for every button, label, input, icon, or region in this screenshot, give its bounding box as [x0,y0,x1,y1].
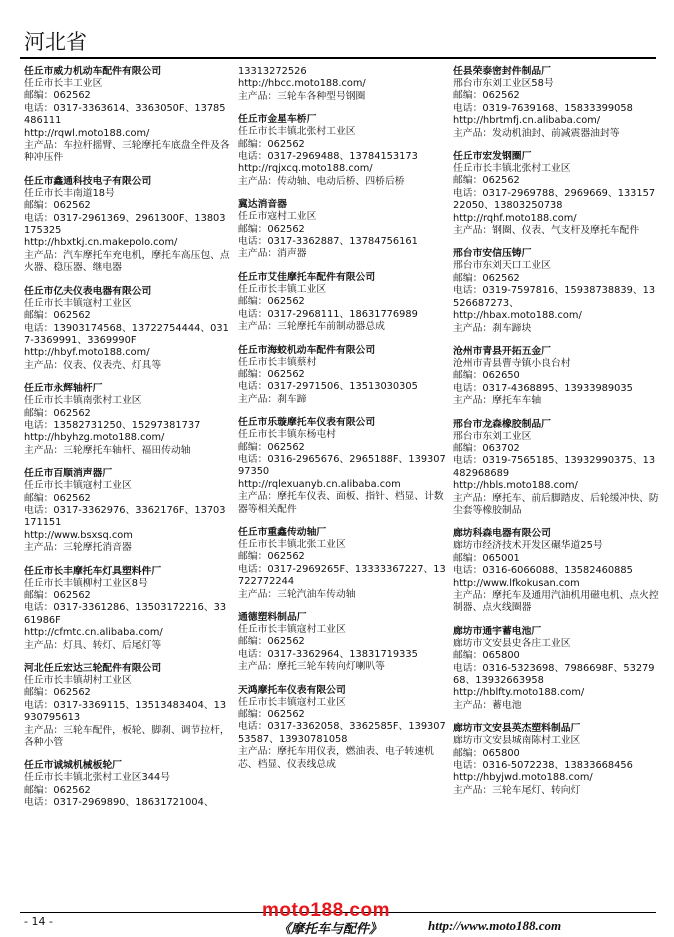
company-detail: 任丘市长丰镇工业区 [238,283,327,295]
page-title: 河北省 [24,30,87,54]
company-detail: 邮编：062562 [24,200,91,212]
company-detail: 主产品：摩托车、前后脚踏皮、后轮缓冲快、防尘套等橡胶制品 [453,492,659,516]
company-detail: 邮编：065800 [453,650,520,662]
company-detail: 电话：0319-7597816、15938738839、13526687273、 [453,285,656,309]
company-detail: 电话：0317-2961369、2961300F、13803175325 [24,212,226,237]
company-detail: 邮编：062562 [24,687,91,699]
column-2 [238,66,446,782]
company-name: 任县荣泰密封件制品厂 [453,66,551,77]
company-entry [453,528,659,614]
company-detail: 主产品：仪表、仪表壳、灯具等 [24,359,162,371]
company-detail: 主产品：摩托车及通用汽油机用磁电机、点火控制器、点火线圈器 [453,590,659,614]
company-name: 任丘市诚城机械板轮厂 [24,760,122,772]
company-detail: 电话：0317-3362976、3362176F、13703171151 [24,504,226,529]
company-name: 天鸿摩托车仪表有限公司 [238,684,346,696]
company-detail: 邮编：062562 [238,636,305,648]
company-detail: 廊坊市经济技术开发区碾华道25号 [453,540,603,552]
company-url[interactable]: http://rqjxcq.moto188.com/ [238,163,373,175]
company-detail: 主产品：摩托车仪表、面板、指针、档显、计数器等相关配件 [238,491,444,515]
footer-url: http://www.moto188.com [428,918,562,933]
company-detail: 电话：0317-2969265F、13333367227、13722772244 [238,563,446,588]
company-url[interactable]: http://www.bsxsq.com [24,529,133,541]
company-detail: 主产品：三轮车配件，板轮、脚刹、调节拉杆，各种小管 [24,724,230,749]
company-detail: 主产品：摩托三轮车转向灯喇叭等 [238,661,385,673]
company-name: 任丘市乐璇摩托车仪表有限公司 [238,417,376,429]
company-detail: 13313272526 [238,66,307,77]
company-detail: 任丘市长丰镇寇村工业区 [238,624,346,635]
company-detail: 主产品：摩托车用仪表，燃油表、电子转速机芯、档显、仪表线总成 [238,746,434,770]
company-detail: 任丘市长丰镇胡村工业区 [24,675,132,687]
company-name: 任丘市长丰摩托车灯具塑料件厂 [24,565,162,577]
company-entry [238,272,446,334]
company-detail: 电话：0319-7565185、13932990375、13482968689 [453,455,656,479]
company-entry [453,66,659,140]
company-detail: 邮编：065001 [453,552,520,564]
company-detail: 邮编：062562 [24,310,91,322]
column-3 [453,66,659,808]
company-name: 冀达消音器 [238,199,287,211]
company-detail: 沧州市青县曹寺镇小良台村 [453,357,571,369]
company-detail: 邮编：062562 [453,90,520,102]
company-entry [24,286,230,372]
company-detail: 电话：0317-3361286、13503172216、3361986F [24,602,227,626]
company-detail: 邮编：062562 [238,709,305,721]
company-detail: 电话：0317-2969890、18631721004、 [24,797,214,809]
company-url[interactable]: http://hbrtmfj.cn.alibaba.com/ [453,115,601,127]
company-detail: 任丘市长丰镇寇村工业区 [24,480,132,492]
title-divider [20,57,656,59]
company-name: 任丘市海蛟机动车配件有限公司 [238,344,376,356]
company-url[interactable]: http://hbyjwd.moto188.com/ [453,772,593,784]
company-name: 任丘市威力机动车配件有限公司 [24,66,162,77]
company-url[interactable]: http://www.lfkokusan.com [453,577,580,589]
company-name: 河北任丘宏达三轮配件有限公司 [24,663,162,675]
company-detail: 任丘市长丰镇东杨屯村 [238,429,336,441]
company-name: 廊坊科森电器有限公司 [453,528,551,540]
company-entry [24,176,230,275]
company-detail: 主产品：三轮车尾灯、转向灯 [453,784,581,796]
company-detail: 主产品：车拉杆摇臂、三轮摩托车底盘全件及各种冲压件 [24,140,230,164]
company-detail: 主产品：三轮车各种型号钢圈 [238,90,366,102]
company-detail: 邮编：062562 [453,175,520,187]
company-url[interactable]: http://rqlexuanyb.cn.alibaba.com [238,478,401,490]
company-detail: 廊坊市文安县史各庄工业区 [453,637,571,649]
company-detail: 任丘市寇村工业区 [238,211,317,223]
company-detail: 电话：0316-5323698、7986698F、5327968、13932663958 [453,662,655,687]
company-entry [238,417,446,516]
company-detail: 主产品：传动轴、电动后桥、四桥后桥 [238,175,405,187]
company-url[interactable]: http://hbyf.moto188.com/ [24,347,150,359]
company-entry [453,151,659,237]
company-detail: 电话：0317-3363614、3363050F、13785486111 [24,102,226,127]
company-url[interactable]: http://cfmtc.cn.alibaba.com/ [24,627,163,639]
company-detail: 邢台市东刘工业区58号 [453,78,554,89]
company-entry [238,199,446,261]
company-url[interactable]: http://hbxtkj.cn.makepolo.com/ [24,237,178,249]
company-name: 任丘市金星车桥厂 [238,114,317,126]
company-detail: 主产品：三轮摩托车前制动器总成 [238,321,385,333]
company-detail: 任丘市长丰镇南张村工业区 [24,395,142,407]
company-detail: 邮编：062562 [238,223,305,235]
company-detail: 任丘市长丰镇北张村工业区 [238,126,356,138]
company-name: 任丘市亿夫仪表电器有限公司 [24,285,152,297]
company-detail: 任丘市长丰南道18号 [24,187,115,199]
company-detail: 电话：0319-7639168、15833399058 [453,102,633,114]
company-detail: 电话：0316-5072238、13833668456 [453,760,633,772]
company-detail: 邮编：062562 [238,296,305,308]
company-detail: 电话：0317-2969488、13784153173 [238,151,418,163]
company-entry [24,760,230,809]
company-name: 沧州市青县开拓五金厂 [453,345,551,357]
company-detail: 电话：0317-2969788、2969669、13315722050、13803250738 [453,187,656,212]
company-detail: 主产品：摩托车车轴 [453,395,542,407]
company-detail: 邢台市东刘天口工业区 [453,260,551,272]
page-number: - 14 - [24,915,53,928]
company-detail: 邢台市东刘工业区 [453,430,532,442]
company-detail: 任丘市长丰镇北张村工业区 [453,163,571,175]
company-url[interactable]: http://hblfty.moto188.com/ [453,687,585,699]
company-entry [24,66,230,165]
company-name: 邢台市安信压铸厂 [453,248,532,260]
company-entry [238,345,446,407]
company-entry [24,663,230,749]
magazine-title: 《摩托车与配件》 [278,921,383,936]
company-detail: 电话：13582731250、15297381737 [24,419,201,431]
company-detail: 电话：0317-3362887、13784756161 [238,236,418,248]
company-name: 任丘市宏发钢圈厂 [453,151,532,163]
company-url[interactable]: http://hbyhzg.moto188.com/ [24,432,165,444]
company-url[interactable]: http://hbls.moto188.com/ [453,480,578,492]
company-detail: 主产品：刹车蹄块 [453,322,532,334]
company-detail: 邮编：062562 [453,272,520,284]
company-name: 任丘市艾佳摩托车配件有限公司 [238,271,376,283]
company-detail: 任丘市长丰镇北张工业区 [238,538,346,550]
company-detail: 邮编：065800 [453,747,520,759]
company-detail: 任丘市长丰镇寇村工业区 [24,297,132,309]
company-entry [238,685,446,771]
company-url[interactable]: http://rqwl.moto188.com/ [24,127,150,139]
company-detail: 任丘市长丰镇柳村工业区8号 [24,577,148,589]
company-detail: 主产品：灯具、转灯、后尾灯等 [24,639,162,651]
company-url[interactable]: http://hbax.moto188.com/ [453,310,582,322]
company-entry [24,566,230,652]
company-detail: 邮编：062562 [238,441,305,453]
company-detail: 任丘市长丰镇蔡村 [238,356,317,368]
company-detail: 邮编：062562 [24,90,91,102]
company-detail: 主产品：三轮摩托消音器 [24,542,132,554]
company-detail: 邮编：062562 [24,784,91,796]
company-entry [238,66,446,103]
company-entry [453,626,659,712]
company-detail: 任丘市长丰镇寇村工业区 [238,696,346,708]
column-1 [24,66,230,821]
company-name: 任丘市百顺消声器厂 [24,468,113,480]
company-detail: 任丘市长丰工业区 [24,78,103,89]
company-detail: 电话：0316-6066088、13582460885 [453,565,633,577]
company-entry [453,346,659,408]
company-entry [453,419,659,518]
company-url[interactable]: http://hbcc.moto188.com/ [238,78,366,90]
company-name: 廊坊市文安县英杰塑料制品厂 [453,723,581,735]
company-detail: 主产品：蓄电池 [453,699,522,711]
company-detail: 电话：0317-2971506、13513030305 [238,381,418,393]
company-detail: 主产品：钢圈、仪表、气支杆及摩托车配件 [453,225,640,237]
company-entry [238,612,446,674]
company-detail: 廊坊市文安县城南陈村工业区 [453,735,581,747]
company-url[interactable]: http://rqhf.moto188.com/ [453,212,577,224]
company-detail: 邮编：062650 [453,370,520,382]
company-detail: 任丘市长丰镇北张村工业区344号 [24,772,171,784]
company-detail: 主产品：三轮汽油车传动轴 [238,588,356,600]
company-detail: 电话：13903174568、13722754444、0317-3369991、3369990F [24,322,229,346]
company-detail: 电话：0317-3362964、13831719335 [238,648,418,660]
company-name: 任丘市重鑫传动轴厂 [238,526,327,538]
company-detail: 电话：0316-2965676、2965188F、13930797350 [238,453,446,478]
company-detail: 主产品：发动机油封、前减震器油封等 [453,127,620,139]
company-detail: 邮编：062562 [238,551,305,563]
company-entry [453,723,659,797]
company-name: 邢台市龙森橡胶制品厂 [453,418,551,430]
company-detail: 电话：0317-3369115、13513483404、13930795613 [24,699,227,724]
company-detail: 邮编：063702 [453,442,520,454]
company-detail: 主产品：三轮摩托车轴杆、福田传动轴 [24,444,191,456]
company-detail: 电话：0317-4368895、13933989035 [453,382,633,394]
company-detail: 邮编：062562 [24,492,91,504]
company-detail: 主产品：汽车摩托车充电机，摩托车高压包、点火器、稳压器、继电器 [24,249,230,274]
company-name: 通德塑料制品厂 [238,612,307,623]
company-entry [24,468,230,554]
company-name: 任丘市鑫通科技电子有限公司 [24,175,152,187]
company-entry [453,248,659,334]
company-detail: 邮编：062562 [24,590,91,601]
company-detail: 邮编：062562 [24,407,91,419]
company-detail: 主产品：刹车蹄 [238,393,307,405]
company-detail: 主产品：消声器 [238,248,307,260]
company-detail: 邮编：062562 [238,368,305,380]
company-detail: 电话：0317-3362058、3362585F、13930753587、13930781058 [238,721,446,745]
company-name: 任丘市永辉轴杆厂 [24,383,103,395]
company-entry [238,527,446,601]
company-entry [238,114,446,188]
brand-logo-text: moto188.com [262,900,390,921]
company-name: 廊坊市通宇蓄电池厂 [453,625,542,637]
company-detail: 电话：0317-2968111、18631776989 [238,308,418,320]
company-detail: 邮编：062562 [238,138,305,150]
company-entry [24,383,230,457]
